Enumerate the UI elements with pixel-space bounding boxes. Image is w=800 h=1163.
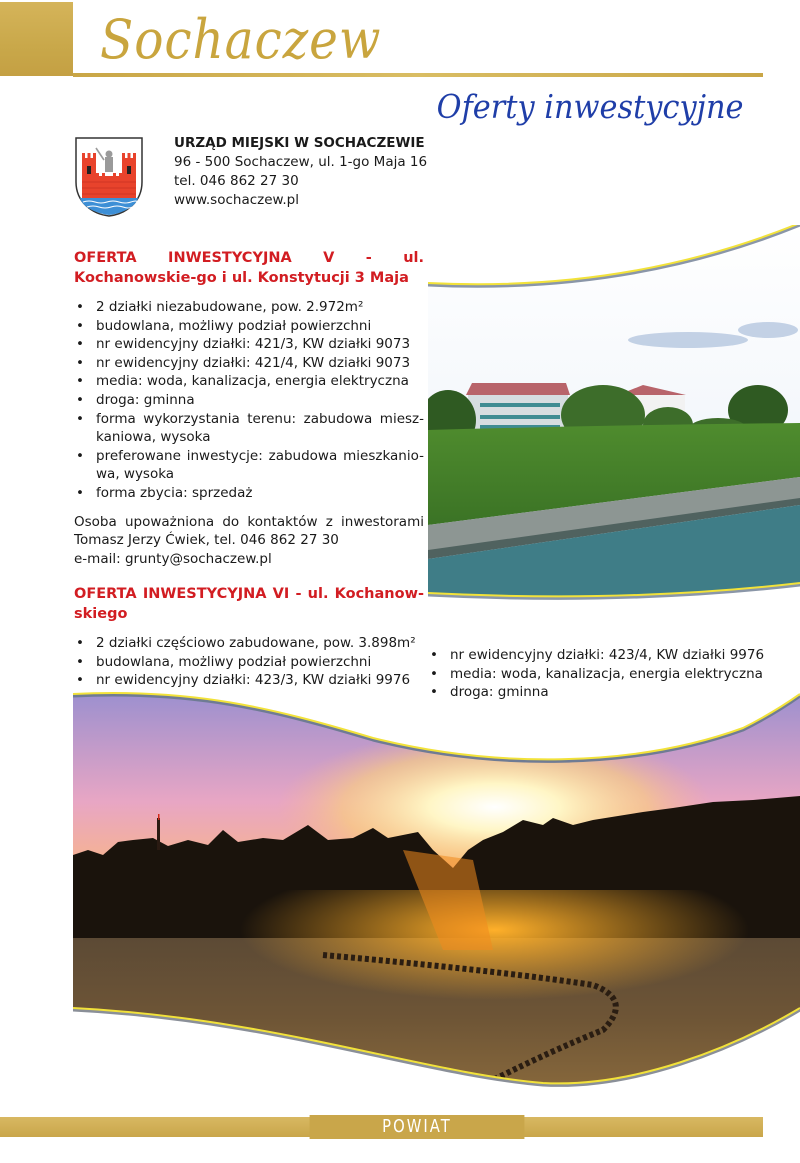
list-item: • budowlana, możliwy podział powierzchni: [74, 317, 424, 336]
office-name: URZĄD MIEJSKI W SOCHACZEWIE: [174, 135, 425, 151]
list-item: • preferowane inwestycje: zabudowa mieszkanio-wa, wysoka: [74, 447, 424, 484]
list-item: • media: woda, kanalizacja, energia elektryczna: [74, 372, 424, 391]
list-item: • nr ewidencyjny działki: 421/3, KW działki 9073: [74, 335, 424, 354]
footer-label: POWIAT SOCHACZEWSKI: [310, 1115, 525, 1139]
list-item: • 2 działki niezabudowane, pow. 2.972m²: [74, 298, 424, 317]
header-gold-block: [0, 2, 73, 76]
contact-person: Tomasz Jerzy Ćwiek, tel. 046 862 27 30: [74, 532, 339, 549]
list-item: • budowlana, możliwy podział powierzchni: [74, 653, 424, 672]
contact-intro: Osoba upoważniona do kontaktów z inwestorami: [74, 513, 424, 530]
office-website[interactable]: www.sochaczew.pl: [174, 192, 299, 208]
offer-v: [74, 248, 424, 568]
offer-v-title: OFERTA INWESTYCYJNA V - ul. Kochanowskie-go i ul. Konstytucji 3 Maja: [74, 250, 424, 286]
brand-title: Sochaczew: [100, 8, 382, 71]
office-address: 96 - 500 Sochaczew, ul. 1-go Maja 16: [174, 154, 428, 170]
list-item: • forma zbycia: sprzedaż: [74, 484, 424, 503]
list-item: • droga: gminna: [74, 391, 424, 410]
list-item: • nr ewidencyjny działki: 423/4, KW działki 9976: [428, 646, 788, 665]
offer-v-details: [74, 298, 424, 503]
field-with-apartment-blocks-photo: [428, 225, 800, 615]
offer-vi-details-col1: [74, 634, 424, 690]
page-subtitle: Oferty inwestycyjne: [437, 87, 744, 126]
contact-email[interactable]: e-mail: grunty@sochaczew.pl: [74, 550, 272, 567]
list-item: • nr ewidencyjny działki: 423/3, KW działki 9976: [74, 671, 424, 690]
list-item: • media: woda, kanalizacja, energia elektryczna: [428, 665, 788, 684]
offer-vi: [74, 584, 424, 690]
list-item: • nr ewidencyjny działki: 421/4, KW działki 9073: [74, 354, 424, 373]
contact-block: [74, 513, 424, 569]
river-sunset-photo: [73, 690, 800, 1090]
office-info: [174, 134, 427, 210]
coat-of-arms-icon: [74, 136, 144, 218]
list-item: • droga: gminna: [428, 683, 788, 702]
offer-vi-title: OFERTA INWESTYCYJNA VI - ul. Kochanow-skiego: [74, 586, 424, 622]
list-item: • 2 działki częściowo zabudowane, pow. 3.898m²: [74, 634, 424, 653]
header-gold-rule: [73, 73, 763, 77]
office-phone: tel. 046 862 27 30: [174, 173, 299, 189]
list-item: • forma wykorzystania terenu: zabudowa miesz-kaniowa, wysoka: [74, 410, 424, 447]
